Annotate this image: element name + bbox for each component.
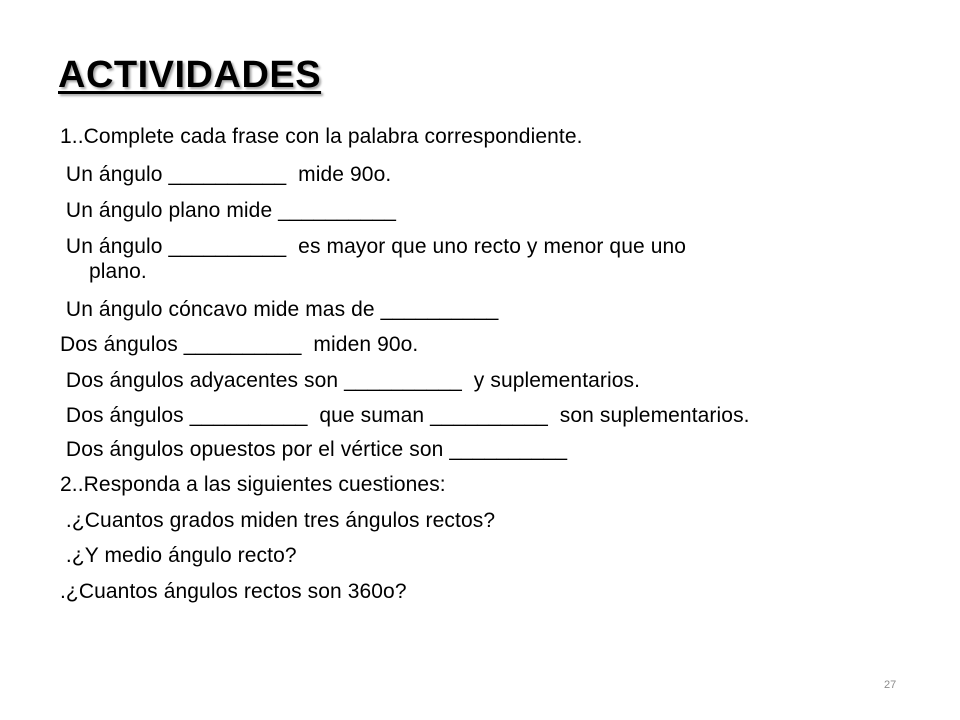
slide-title: ACTIVIDADES [58,54,322,96]
exercise-line: Un ángulo cóncavo mide mas de __________ [60,298,499,321]
exercise-line: Un ángulo __________ es mayor que uno recto y menor que uno [60,235,687,258]
exercise-line: Dos ángulos __________ miden 90o. [60,333,419,356]
exercise-line: Un ángulo plano mide __________ [60,199,396,222]
exercise-line-continuation: plano. [89,260,147,283]
exercise-line: Dos ángulos opuestos por el vértice son __________ [60,438,568,461]
instruction-line: 2..Responda a las siguientes cuestiones: [60,473,446,496]
exercise-line: Dos ángulos adyacentes son __________ y suplementarios. [60,369,641,392]
question-line: .¿Y medio ángulo recto? [60,544,297,567]
question-line: .¿Cuantos grados miden tres ángulos rectos? [60,509,496,532]
instruction-line: 1..Complete cada frase con la palabra correspondiente. [60,125,583,148]
page-number: 27 [884,679,897,691]
question-line: .¿Cuantos ángulos rectos son 360o? [60,580,407,603]
exercise-line: Un ángulo __________ mide 90o. [60,163,392,186]
exercise-line: Dos ángulos __________ que suman __________ son suplementarios. [60,404,750,427]
